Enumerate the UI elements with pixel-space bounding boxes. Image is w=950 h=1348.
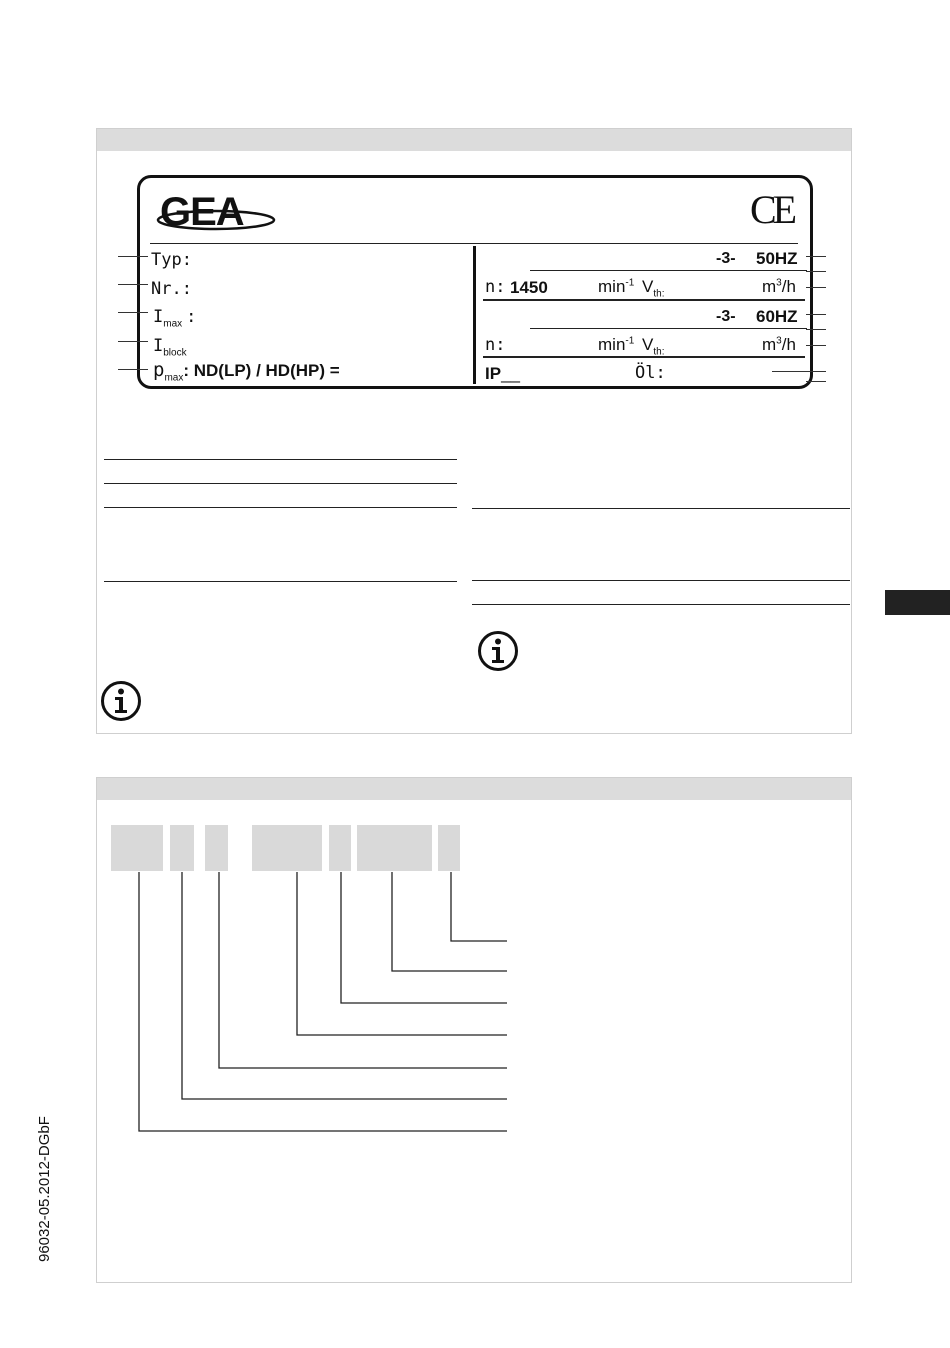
freq-50: 50HZ xyxy=(756,249,798,268)
leader-box-2 xyxy=(182,872,507,1099)
ce-mark: CE xyxy=(750,187,794,232)
leader-box-4 xyxy=(297,872,507,1035)
n-label-50: n: xyxy=(485,277,506,297)
nr-label: Nr.: xyxy=(151,279,192,299)
pmax-label: $p_{max}$: ND(LP) / HD(HP) = xyxy=(153,359,340,384)
gea-logo: GEA xyxy=(160,190,244,234)
speed-unit-50: $\min^{-1} V_{th:}$ xyxy=(598,277,665,300)
document-code: 96032-05.2012-DGbF xyxy=(36,1116,53,1262)
n-label-60: n: xyxy=(485,335,506,355)
ip-label: IP__ xyxy=(485,364,520,383)
leader-box-1 xyxy=(139,872,507,1131)
oil-label: Öl: xyxy=(635,363,666,383)
speed-unit-60: $\min^{-1} V_{th:}$ xyxy=(598,335,665,358)
phase-60: -3- xyxy=(716,308,736,325)
iblock-label: $I_{block}$ xyxy=(153,336,187,359)
phase-50: -3- xyxy=(716,250,736,267)
flow-unit-60: $m^3/h$ xyxy=(762,335,796,354)
leader-box-6 xyxy=(392,872,507,971)
freq-60: 60HZ xyxy=(756,307,798,326)
typ-label: Typ: xyxy=(151,250,192,270)
leader-box-7 xyxy=(451,872,507,941)
imax-label: $I_{max}$ : xyxy=(153,307,197,330)
flow-unit-50: $m^3/h$ xyxy=(762,277,796,296)
n-value-50: 1450 xyxy=(510,278,548,297)
leader-box-3 xyxy=(219,872,507,1068)
leader-box-5 xyxy=(341,872,507,1003)
